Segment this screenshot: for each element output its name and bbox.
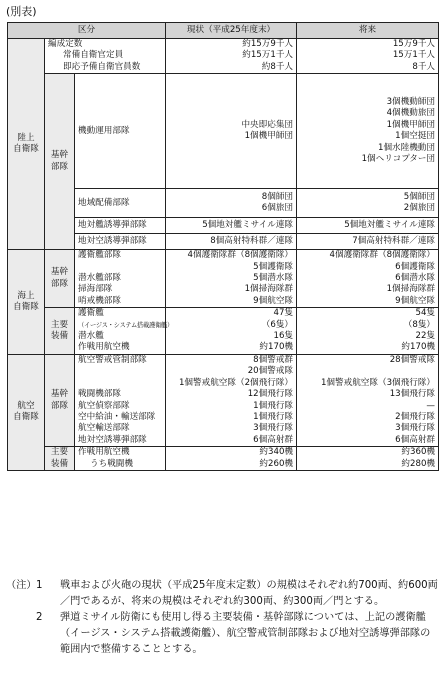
- gsdf-chiiki-current: 8個師団 6個旅団: [166, 189, 297, 218]
- document-title: (別表): [6, 5, 37, 18]
- gsdf-jobi-row: [8, 50, 439, 61]
- asdf-kikan-label: 基幹 部隊: [45, 354, 75, 446]
- gsdf-kidou-label: 機動運用部隊: [75, 74, 166, 189]
- note-1-text: 戦車および火砲の現状（平成25年度末定数）の規模はそれぞれ約700両、約600両／門であるが、将来の規模はそれぞれ約300両、約300両／門とする。: [60, 580, 438, 607]
- msdf-kikan-current: 4個護衛隊群（8個護衛隊） 5個護衛隊 5個潜水隊 1個掃海隊群 9個航空隊: [166, 250, 297, 308]
- msdf-soubi-current: 47隻 （6隻） 16隻 約170機: [166, 308, 297, 355]
- asdf-kikan-names: 航空警戒管制部隊 戦闘機部隊 航空偵察部隊 空中給油・輸送部隊 航空輸送部隊 地対空誘導弾部隊: [75, 354, 166, 446]
- gsdf-teiin-row: [8, 39, 439, 51]
- gsdf-teiin-label: 編成定数: [45, 39, 166, 51]
- asdf-label: 航空 自衛隊: [8, 354, 45, 470]
- gsdf-kidou-future: 3個機動師団 4個機動旅団 1個機甲師団 1個空挺団 1個水陸機動団 1個ヘリコプター団: [297, 74, 439, 189]
- msdf-kikan-label: 基幹 部隊: [45, 250, 75, 308]
- asdf-kikan-future: 28個警戒隊 1個警戒航空隊（3個飛行隊） 13個飛行隊 — 2個飛行隊 3個飛行隊 6個高射群: [297, 354, 439, 446]
- gsdf-taiku-label: 地対空誘導弾部隊: [75, 234, 166, 250]
- gsdf-jobi-future: 15万1千人: [297, 50, 439, 61]
- gsdf-sokuo-row: [8, 62, 439, 74]
- note-1: [6, 578, 440, 610]
- gsdf-sokuo-label: 即応予備自衛官員数: [45, 62, 166, 74]
- msdf-label: 海上 自衛隊: [8, 250, 45, 355]
- msdf-kikan-names: 護衛艦部隊 潜水艦部隊 掃海部隊 哨戒機部隊: [75, 250, 166, 308]
- asdf-kikan-current: 8個警戒群 20個警戒隊 1個警戒航空隊（2個飛行隊） 12個飛行隊 1個飛行隊 1個飛行隊 3個飛行隊 6個高射群: [166, 354, 297, 446]
- asdf-soubi-current: 約340機 約260機: [166, 447, 297, 471]
- msdf-soubi-future: 54隻 （8隻） 22隻 約170機: [297, 308, 439, 355]
- msdf-soubi-row: [8, 308, 439, 355]
- gsdf-chiiki-future: 5個師団 2個旅団: [297, 189, 439, 218]
- gsdf-kidou-current: 中央即応集団 1個機甲師団: [166, 74, 297, 189]
- msdf-kikan-row: [8, 250, 439, 308]
- header-current: 現状（平成25年度末）: [166, 23, 297, 39]
- note-2: [6, 610, 440, 658]
- gsdf-taikan-label: 地対艦誘導弾部隊: [75, 218, 166, 234]
- asdf-soubi-label: 主要 装備: [45, 447, 75, 471]
- note-1-number: 1: [36, 580, 43, 591]
- gsdf-sokuo-future: 8千人: [297, 62, 439, 74]
- gsdf-teiin-current: 約15万9千人: [166, 39, 297, 51]
- gsdf-sokuo-current: 約8千人: [166, 62, 297, 74]
- msdf-soubi-label: 主要 装備: [45, 308, 75, 355]
- asdf-soubi-row: [8, 447, 439, 471]
- asdf-kikan-row: [8, 354, 439, 446]
- gsdf-taikan-current: 5個地対艦ミサイル連隊: [166, 218, 297, 234]
- gsdf-label: 陸上 自衛隊: [8, 39, 45, 250]
- msdf-soubi-names: 護衛艦 （イージス・システム搭載護衛艦） 潜水艦 作戦用航空機: [75, 308, 166, 355]
- gsdf-taikan-future: 5個地対艦ミサイル連隊: [297, 218, 439, 234]
- gsdf-kidou-row: [8, 74, 439, 189]
- header-row: [8, 23, 439, 39]
- header-future: 将来: [297, 23, 439, 39]
- gsdf-chiiki-label: 地域配備部隊: [75, 189, 166, 218]
- notes: [6, 578, 440, 658]
- note-2-number: 2: [36, 612, 43, 623]
- defense-structure-table: [7, 22, 439, 471]
- gsdf-taiku-future: 7個高射特科群／連隊: [297, 234, 439, 250]
- note-2-text: 弾道ミサイル防衛にも使用し得る主要装備・基幹部隊については、上記の護衛艦（イージス・システム搭載護衛艦）、航空警戒管制部隊および地対空誘導弾部隊の範囲内で整備することとする。: [60, 612, 431, 655]
- asdf-soubi-names: 作戦用航空機 うち戦闘機: [75, 447, 166, 471]
- gsdf-jobi-label: 常備自衛官定員: [45, 50, 166, 61]
- asdf-soubi-future: 約360機 約280機: [297, 447, 439, 471]
- gsdf-kikan-label: 基幹 部隊: [45, 74, 75, 250]
- gsdf-jobi-current: 約15万1千人: [166, 50, 297, 61]
- gsdf-teiin-future: 15万9千人: [297, 39, 439, 51]
- header-category: 区分: [8, 23, 166, 39]
- notes-label: （注）: [6, 580, 37, 591]
- gsdf-taiku-current: 8個高射特科群／連隊: [166, 234, 297, 250]
- msdf-kikan-future: 4個護衛隊群（8個護衛隊） 6個護衛隊 6個潜水隊 1個掃海隊群 9個航空隊: [297, 250, 439, 308]
